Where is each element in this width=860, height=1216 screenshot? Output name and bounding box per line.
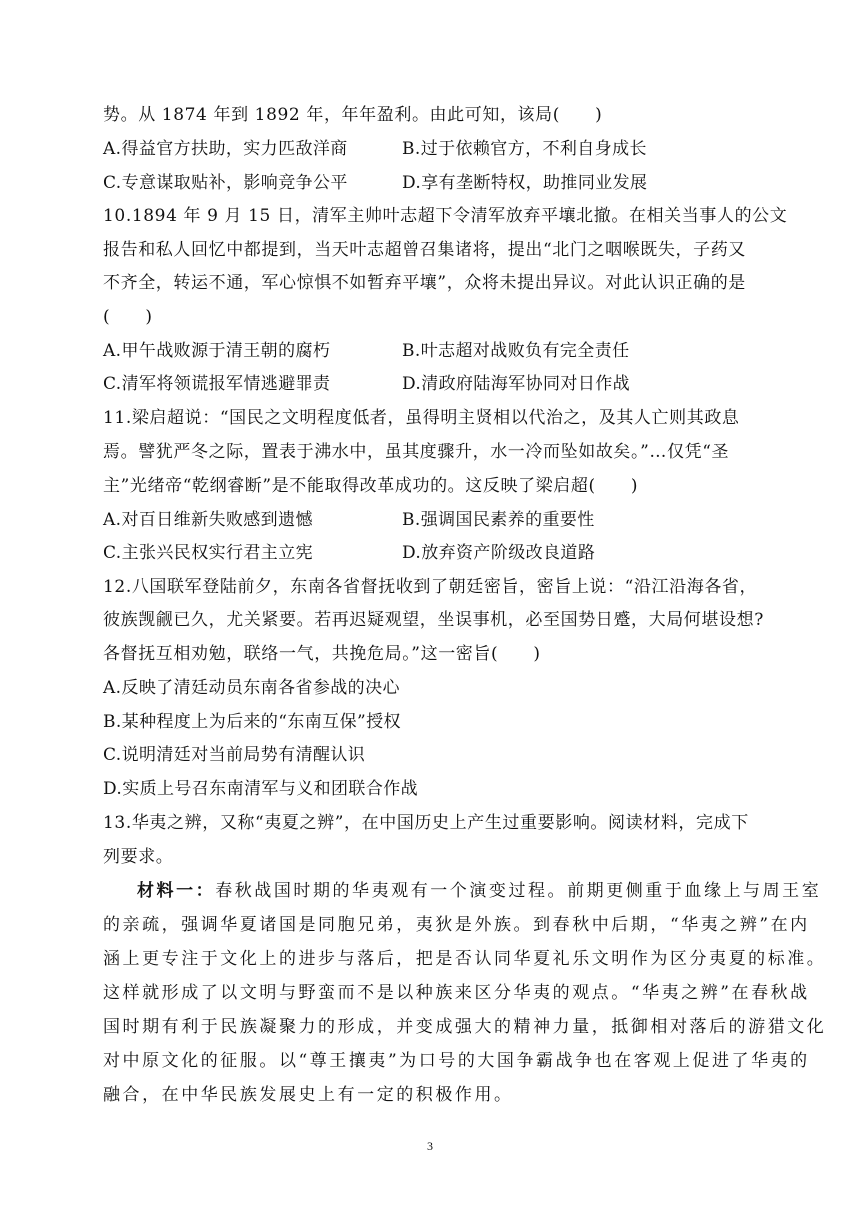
material-one-line: 国时期有利于民族凝聚力的形成，并变成强大的精神力量，抵御相对落后的游猎文化 xyxy=(103,1017,827,1037)
question-9-option-b: B.过于依赖官方，不利自身成长 xyxy=(402,139,647,159)
question-10-stem-line: 报告和私人回忆中都提到，当天叶志超曾召集诸将，提出“北门之咽喉既失，子药又 xyxy=(103,240,746,260)
material-one-first-line xyxy=(137,880,821,902)
question-10-stem-line: 不齐全，转运不通，军心惊惧不如暂弃平壤”，众将未提出异议。对此认识正确的是 xyxy=(103,273,746,293)
question-12-option-a: A.反映了清廷动员东南各省参战的决心 xyxy=(103,678,400,698)
question-11-stem-line: 主”光绪帝“乾纲睿断”是不能取得改革成功的。这反映了梁启超( ) xyxy=(103,476,639,496)
question-12-option-c: C.说明清廷对当前局势有清醒认识 xyxy=(103,745,366,765)
material-one-line: 的亲疏，强调华夏诸国是同胞兄弟，夷狄是外族。到春秋中后期，“华夷之辨”在内 xyxy=(103,915,810,935)
question-11-option-c: C.主张兴民权实行君主立宪 xyxy=(103,543,314,563)
question-11-option-a: A.对百日维新失败感到遗憾 xyxy=(103,510,313,530)
question-9-option-a: A.得益官方扶助，实力匹敌洋商 xyxy=(103,139,348,159)
question-13-stem-line: 13.华夷之辨，又称“夷夏之辨”，在中国历史上产生过重要影响。阅读材料，完成下 xyxy=(103,813,749,833)
material-one-line: 对中原文化的征服。以“尊王攘夷”为口号的大国争霸战争也在客观上促进了华夷的 xyxy=(103,1051,810,1071)
question-9-option-d: D.享有垄断特权，助推同业发展 xyxy=(402,173,648,193)
question-12-option-b: B.某种程度上为后来的“东南互保”授权 xyxy=(103,712,401,732)
material-one-line: 涵上更专注于文化上的进步与落后，把是否认同华夏礼乐文明作为区分夷夏的标准。 xyxy=(103,949,827,969)
question-12-option-d: D.实质上号召东南清军与义和团联合作战 xyxy=(103,779,419,799)
question-12-stem-line: 彼族觊觎已久，尤关紧要。若再迟疑观望，坐误事机，必至国势日蹙，大局何堪设想? xyxy=(103,610,764,630)
page-number: 3 xyxy=(427,1139,433,1153)
material-one-line: 融合，在中华民族发展史上有一定的积极作用。 xyxy=(103,1085,514,1105)
question-10-option-c: C.清军将领谎报军情逃避罪责 xyxy=(103,374,331,394)
material-text: 春秋战国时期的华夷观有一个演变过程。前期更侧重于血缘上与周王室 xyxy=(215,881,822,901)
question-10-stem-line: 10.1894 年 9 月 15 日，清军主帅叶志超下令清军放弃平壤北撤。在相关当事人的公文 xyxy=(103,206,788,226)
question-13-stem-line: 列要求。 xyxy=(103,847,174,867)
material-label: 材料一： xyxy=(137,881,216,901)
question-9-option-c: C.专意谋取贴补，影响竞争公平 xyxy=(103,173,348,193)
question-10-option-d: D.清政府陆海军协同对日作战 xyxy=(402,374,631,394)
question-10-option-b: B.叶志超对战败负有完全责任 xyxy=(402,341,630,361)
question-10-option-a: A.甲午战败源于清王朝的腐朽 xyxy=(103,341,331,361)
question-11-option-b: B.强调国民素养的重要性 xyxy=(402,510,595,530)
question-12-stem-line: 各督抚互相劝勉，联络一气，共挽危局。”这一密旨( ) xyxy=(103,644,541,664)
question-9-stem-tail: 势。从 1874 年到 1892 年，年年盈利。由此可知，该局( ) xyxy=(103,105,603,125)
question-11-option-d: D.放弃资产阶级改良道路 xyxy=(402,543,596,563)
question-11-stem-line: 11.梁启超说：“国民之文明程度低者，虽得明主贤相以代治之，及其人亡则其政息 xyxy=(103,408,740,428)
question-11-stem-line: 焉。譬犹严冬之际，置表于沸水中，虽其度骤升，水一冷而坠如故矣。”…仅凭“圣 xyxy=(103,442,730,462)
question-10-stem-line: ( ) xyxy=(103,307,153,327)
question-12-stem-line: 12.八国联军登陆前夕，东南各省督抚收到了朝廷密旨，密旨上说：“沿江沿海各省， xyxy=(103,577,758,597)
material-one-line: 这样就形成了以文明与野蛮而不是以种族来区分华夷的观点。“华夷之辨”在春秋战 xyxy=(103,983,810,1003)
